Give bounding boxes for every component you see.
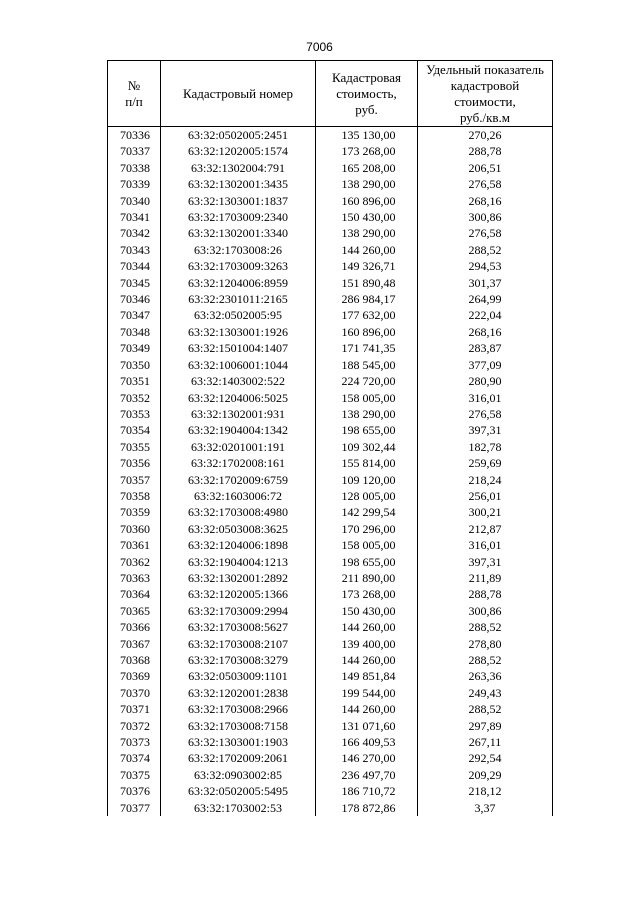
specific-value: 283,87 [418, 340, 553, 356]
specific-value: 264,99 [418, 291, 553, 307]
table-row [108, 307, 553, 323]
specific-value: 256,01 [418, 488, 553, 504]
cadastral-value: 150 430,00 [316, 603, 418, 619]
row-number: 70345 [108, 275, 161, 291]
cadastral-value: 158 005,00 [316, 537, 418, 553]
table-row [108, 685, 553, 701]
table-row [108, 767, 553, 783]
table-header [108, 61, 553, 127]
specific-value: 218,12 [418, 783, 553, 799]
specific-value: 212,87 [418, 521, 553, 537]
header-row-number: № п/п [108, 61, 161, 127]
row-number: 70356 [108, 455, 161, 471]
cadastral-number: 63:32:0201001:191 [161, 439, 316, 455]
cadastral-number: 63:32:1202001:2838 [161, 685, 316, 701]
cadastral-number: 63:32:1303001:1903 [161, 734, 316, 750]
specific-value: 182,78 [418, 439, 553, 455]
cadastral-value: 144 260,00 [316, 619, 418, 635]
cadastral-value: 199 544,00 [316, 685, 418, 701]
table-row [108, 324, 553, 340]
row-number: 70352 [108, 390, 161, 406]
cadastral-number: 63:32:1501004:1407 [161, 340, 316, 356]
cadastral-value-table [107, 60, 553, 816]
cadastral-value: 160 896,00 [316, 324, 418, 340]
cadastral-number: 63:32:1904004:1342 [161, 422, 316, 438]
cadastral-value: 142 299,54 [316, 504, 418, 520]
cadastral-value: 173 268,00 [316, 586, 418, 602]
row-number: 70367 [108, 636, 161, 652]
table-row [108, 127, 553, 144]
specific-value: 276,58 [418, 176, 553, 192]
row-number: 70349 [108, 340, 161, 356]
specific-value: 288,52 [418, 242, 553, 258]
specific-value: 267,11 [418, 734, 553, 750]
row-number: 70348 [108, 324, 161, 340]
cadastral-value: 211 890,00 [316, 570, 418, 586]
specific-value: 377,09 [418, 357, 553, 373]
cadastral-number: 63:32:1302001:931 [161, 406, 316, 422]
cadastral-value: 160 896,00 [316, 193, 418, 209]
row-number: 70351 [108, 373, 161, 389]
specific-value: 280,90 [418, 373, 553, 389]
cadastral-number: 63:32:1006001:1044 [161, 357, 316, 373]
cadastral-number: 63:32:0502005:5495 [161, 783, 316, 799]
cadastral-number: 63:32:1703008:7158 [161, 718, 316, 734]
table-row [108, 209, 553, 225]
cadastral-value: 177 632,00 [316, 307, 418, 323]
cadastral-value: 170 296,00 [316, 521, 418, 537]
row-number: 70339 [108, 176, 161, 192]
specific-value: 211,89 [418, 570, 553, 586]
row-number: 70369 [108, 668, 161, 684]
cadastral-number: 63:32:1204006:1898 [161, 537, 316, 553]
cadastral-number: 63:32:1302001:2892 [161, 570, 316, 586]
cadastral-number: 63:32:1703008:5627 [161, 619, 316, 635]
cadastral-value: 224 720,00 [316, 373, 418, 389]
specific-value: 300,21 [418, 504, 553, 520]
cadastral-number: 63:32:1702009:6759 [161, 472, 316, 488]
row-number: 70337 [108, 143, 161, 159]
cadastral-value: 151 890,48 [316, 275, 418, 291]
row-number: 70347 [108, 307, 161, 323]
table-row [108, 701, 553, 717]
specific-value: 292,54 [418, 750, 553, 766]
cadastral-value: 178 872,86 [316, 800, 418, 816]
specific-value: 301,37 [418, 275, 553, 291]
cadastral-value: 131 071,60 [316, 718, 418, 734]
row-number: 70372 [108, 718, 161, 734]
cadastral-number: 63:32:1204006:8959 [161, 275, 316, 291]
table-row [108, 193, 553, 209]
cadastral-number: 63:32:1702008:161 [161, 455, 316, 471]
row-number: 70376 [108, 783, 161, 799]
specific-value: 288,78 [418, 143, 553, 159]
table-row [108, 652, 553, 668]
header-cadastral-value: Кадастровая стоимость, руб. [316, 61, 418, 127]
table-row [108, 422, 553, 438]
table-row [108, 373, 553, 389]
cadastral-number: 63:32:1703008:4980 [161, 504, 316, 520]
row-number: 70353 [108, 406, 161, 422]
row-number: 70374 [108, 750, 161, 766]
table-row [108, 734, 553, 750]
row-number: 70360 [108, 521, 161, 537]
table-row [108, 176, 553, 192]
table-row [108, 619, 553, 635]
cadastral-value: 166 409,53 [316, 734, 418, 750]
cadastral-value: 173 268,00 [316, 143, 418, 159]
row-number: 70344 [108, 258, 161, 274]
cadastral-value: 109 120,00 [316, 472, 418, 488]
row-number: 70346 [108, 291, 161, 307]
row-number: 70366 [108, 619, 161, 635]
specific-value: 278,80 [418, 636, 553, 652]
row-number: 70362 [108, 554, 161, 570]
table-row [108, 472, 553, 488]
row-number: 70373 [108, 734, 161, 750]
table-row [108, 258, 553, 274]
specific-value: 218,24 [418, 472, 553, 488]
row-number: 70354 [108, 422, 161, 438]
table-row [108, 390, 553, 406]
row-number: 70371 [108, 701, 161, 717]
cadastral-number: 63:32:2301011:2165 [161, 291, 316, 307]
cadastral-number: 63:32:1202005:1366 [161, 586, 316, 602]
table-body [108, 127, 553, 817]
row-number: 70343 [108, 242, 161, 258]
cadastral-number: 63:32:1603006:72 [161, 488, 316, 504]
cadastral-value: 198 655,00 [316, 554, 418, 570]
specific-value: 297,89 [418, 718, 553, 734]
specific-value: 206,51 [418, 160, 553, 176]
table-row [108, 783, 553, 799]
cadastral-value: 128 005,00 [316, 488, 418, 504]
table-row [108, 340, 553, 356]
cadastral-value: 144 260,00 [316, 652, 418, 668]
cadastral-number: 63:32:0503009:1101 [161, 668, 316, 684]
cadastral-number: 63:32:1703009:2994 [161, 603, 316, 619]
table-row [108, 488, 553, 504]
row-number: 70365 [108, 603, 161, 619]
cadastral-number: 63:32:1204006:5025 [161, 390, 316, 406]
specific-value: 294,53 [418, 258, 553, 274]
cadastral-value: 236 497,70 [316, 767, 418, 783]
row-number: 70336 [108, 127, 161, 144]
row-number: 70364 [108, 586, 161, 602]
cadastral-number: 63:32:1703002:53 [161, 800, 316, 816]
header-specific-value: Удельный показатель кадастровой стоимости, руб./кв.м [418, 61, 553, 127]
row-number: 70359 [108, 504, 161, 520]
cadastral-value: 138 290,00 [316, 406, 418, 422]
cadastral-number: 63:32:0502005:95 [161, 307, 316, 323]
cadastral-number: 63:32:1302001:3435 [161, 176, 316, 192]
row-number: 70363 [108, 570, 161, 586]
cadastral-value: 158 005,00 [316, 390, 418, 406]
specific-value: 263,36 [418, 668, 553, 684]
table-row [108, 668, 553, 684]
specific-value: 300,86 [418, 603, 553, 619]
table-row [108, 586, 553, 602]
row-number: 70368 [108, 652, 161, 668]
header-cadastral-number: Кадастровый номер [161, 61, 316, 127]
specific-value: 259,69 [418, 455, 553, 471]
cadastral-number: 63:32:1302004:791 [161, 160, 316, 176]
cadastral-value: 198 655,00 [316, 422, 418, 438]
table-row [108, 143, 553, 159]
row-number: 70355 [108, 439, 161, 455]
cadastral-value: 109 302,44 [316, 439, 418, 455]
row-number: 70340 [108, 193, 161, 209]
cadastral-number: 63:32:1703008:3279 [161, 652, 316, 668]
specific-value: 268,16 [418, 193, 553, 209]
table-row [108, 357, 553, 373]
cadastral-number: 63:32:1403002:522 [161, 373, 316, 389]
cadastral-value: 138 290,00 [316, 225, 418, 241]
cadastral-number: 63:32:1703009:2340 [161, 209, 316, 225]
table-row [108, 603, 553, 619]
table-row [108, 225, 553, 241]
specific-value: 268,16 [418, 324, 553, 340]
cadastral-number: 63:32:0503008:3625 [161, 521, 316, 537]
cadastral-value: 186 710,72 [316, 783, 418, 799]
cadastral-value: 135 130,00 [316, 127, 418, 144]
header-row [108, 61, 553, 127]
table-row [108, 439, 553, 455]
cadastral-value: 138 290,00 [316, 176, 418, 192]
specific-value: 316,01 [418, 537, 553, 553]
row-number: 70357 [108, 472, 161, 488]
table-row [108, 554, 553, 570]
table-row [108, 800, 553, 816]
cadastral-value: 155 814,00 [316, 455, 418, 471]
cadastral-value: 149 851,84 [316, 668, 418, 684]
cadastral-value: 149 326,71 [316, 258, 418, 274]
cadastral-value: 165 208,00 [316, 160, 418, 176]
table-row [108, 636, 553, 652]
table-row [108, 718, 553, 734]
specific-value: 209,29 [418, 767, 553, 783]
specific-value: 288,78 [418, 586, 553, 602]
cadastral-number: 63:32:1703008:26 [161, 242, 316, 258]
page-number: 7006 [306, 40, 333, 54]
table-row [108, 750, 553, 766]
row-number: 70375 [108, 767, 161, 783]
cadastral-value: 150 430,00 [316, 209, 418, 225]
cadastral-number: 63:32:1703009:3263 [161, 258, 316, 274]
table-row [108, 504, 553, 520]
row-number: 70338 [108, 160, 161, 176]
table-row [108, 570, 553, 586]
cadastral-number: 63:32:1303001:1926 [161, 324, 316, 340]
cadastral-number: 63:32:0903002:85 [161, 767, 316, 783]
specific-value: 222,04 [418, 307, 553, 323]
specific-value: 397,31 [418, 422, 553, 438]
table-row [108, 406, 553, 422]
specific-value: 249,43 [418, 685, 553, 701]
table-row [108, 537, 553, 553]
row-number: 70358 [108, 488, 161, 504]
cadastral-value: 171 741,35 [316, 340, 418, 356]
cadastral-value: 144 260,00 [316, 701, 418, 717]
cadastral-number: 63:32:1302001:3340 [161, 225, 316, 241]
cadastral-number: 63:32:1702009:2061 [161, 750, 316, 766]
cadastral-value: 146 270,00 [316, 750, 418, 766]
specific-value: 288,52 [418, 619, 553, 635]
specific-value: 288,52 [418, 652, 553, 668]
specific-value: 276,58 [418, 406, 553, 422]
table-row [108, 275, 553, 291]
cadastral-value: 188 545,00 [316, 357, 418, 373]
specific-value: 288,52 [418, 701, 553, 717]
cadastral-number: 63:32:1202005:1574 [161, 143, 316, 159]
cadastral-number: 63:32:1703008:2966 [161, 701, 316, 717]
cadastral-value: 286 984,17 [316, 291, 418, 307]
cadastral-number: 63:32:1904004:1213 [161, 554, 316, 570]
cadastral-number: 63:32:0502005:2451 [161, 127, 316, 144]
specific-value: 397,31 [418, 554, 553, 570]
row-number: 70370 [108, 685, 161, 701]
cadastral-number: 63:32:1703008:2107 [161, 636, 316, 652]
table-row [108, 242, 553, 258]
table-row [108, 160, 553, 176]
table-row [108, 291, 553, 307]
table-row [108, 455, 553, 471]
row-number: 70377 [108, 800, 161, 816]
row-number: 70361 [108, 537, 161, 553]
specific-value: 3,37 [418, 800, 553, 816]
specific-value: 316,01 [418, 390, 553, 406]
table-row [108, 521, 553, 537]
cadastral-value: 144 260,00 [316, 242, 418, 258]
specific-value: 270,26 [418, 127, 553, 144]
row-number: 70342 [108, 225, 161, 241]
row-number: 70341 [108, 209, 161, 225]
specific-value: 276,58 [418, 225, 553, 241]
specific-value: 300,86 [418, 209, 553, 225]
cadastral-number: 63:32:1303001:1837 [161, 193, 316, 209]
row-number: 70350 [108, 357, 161, 373]
cadastral-value: 139 400,00 [316, 636, 418, 652]
